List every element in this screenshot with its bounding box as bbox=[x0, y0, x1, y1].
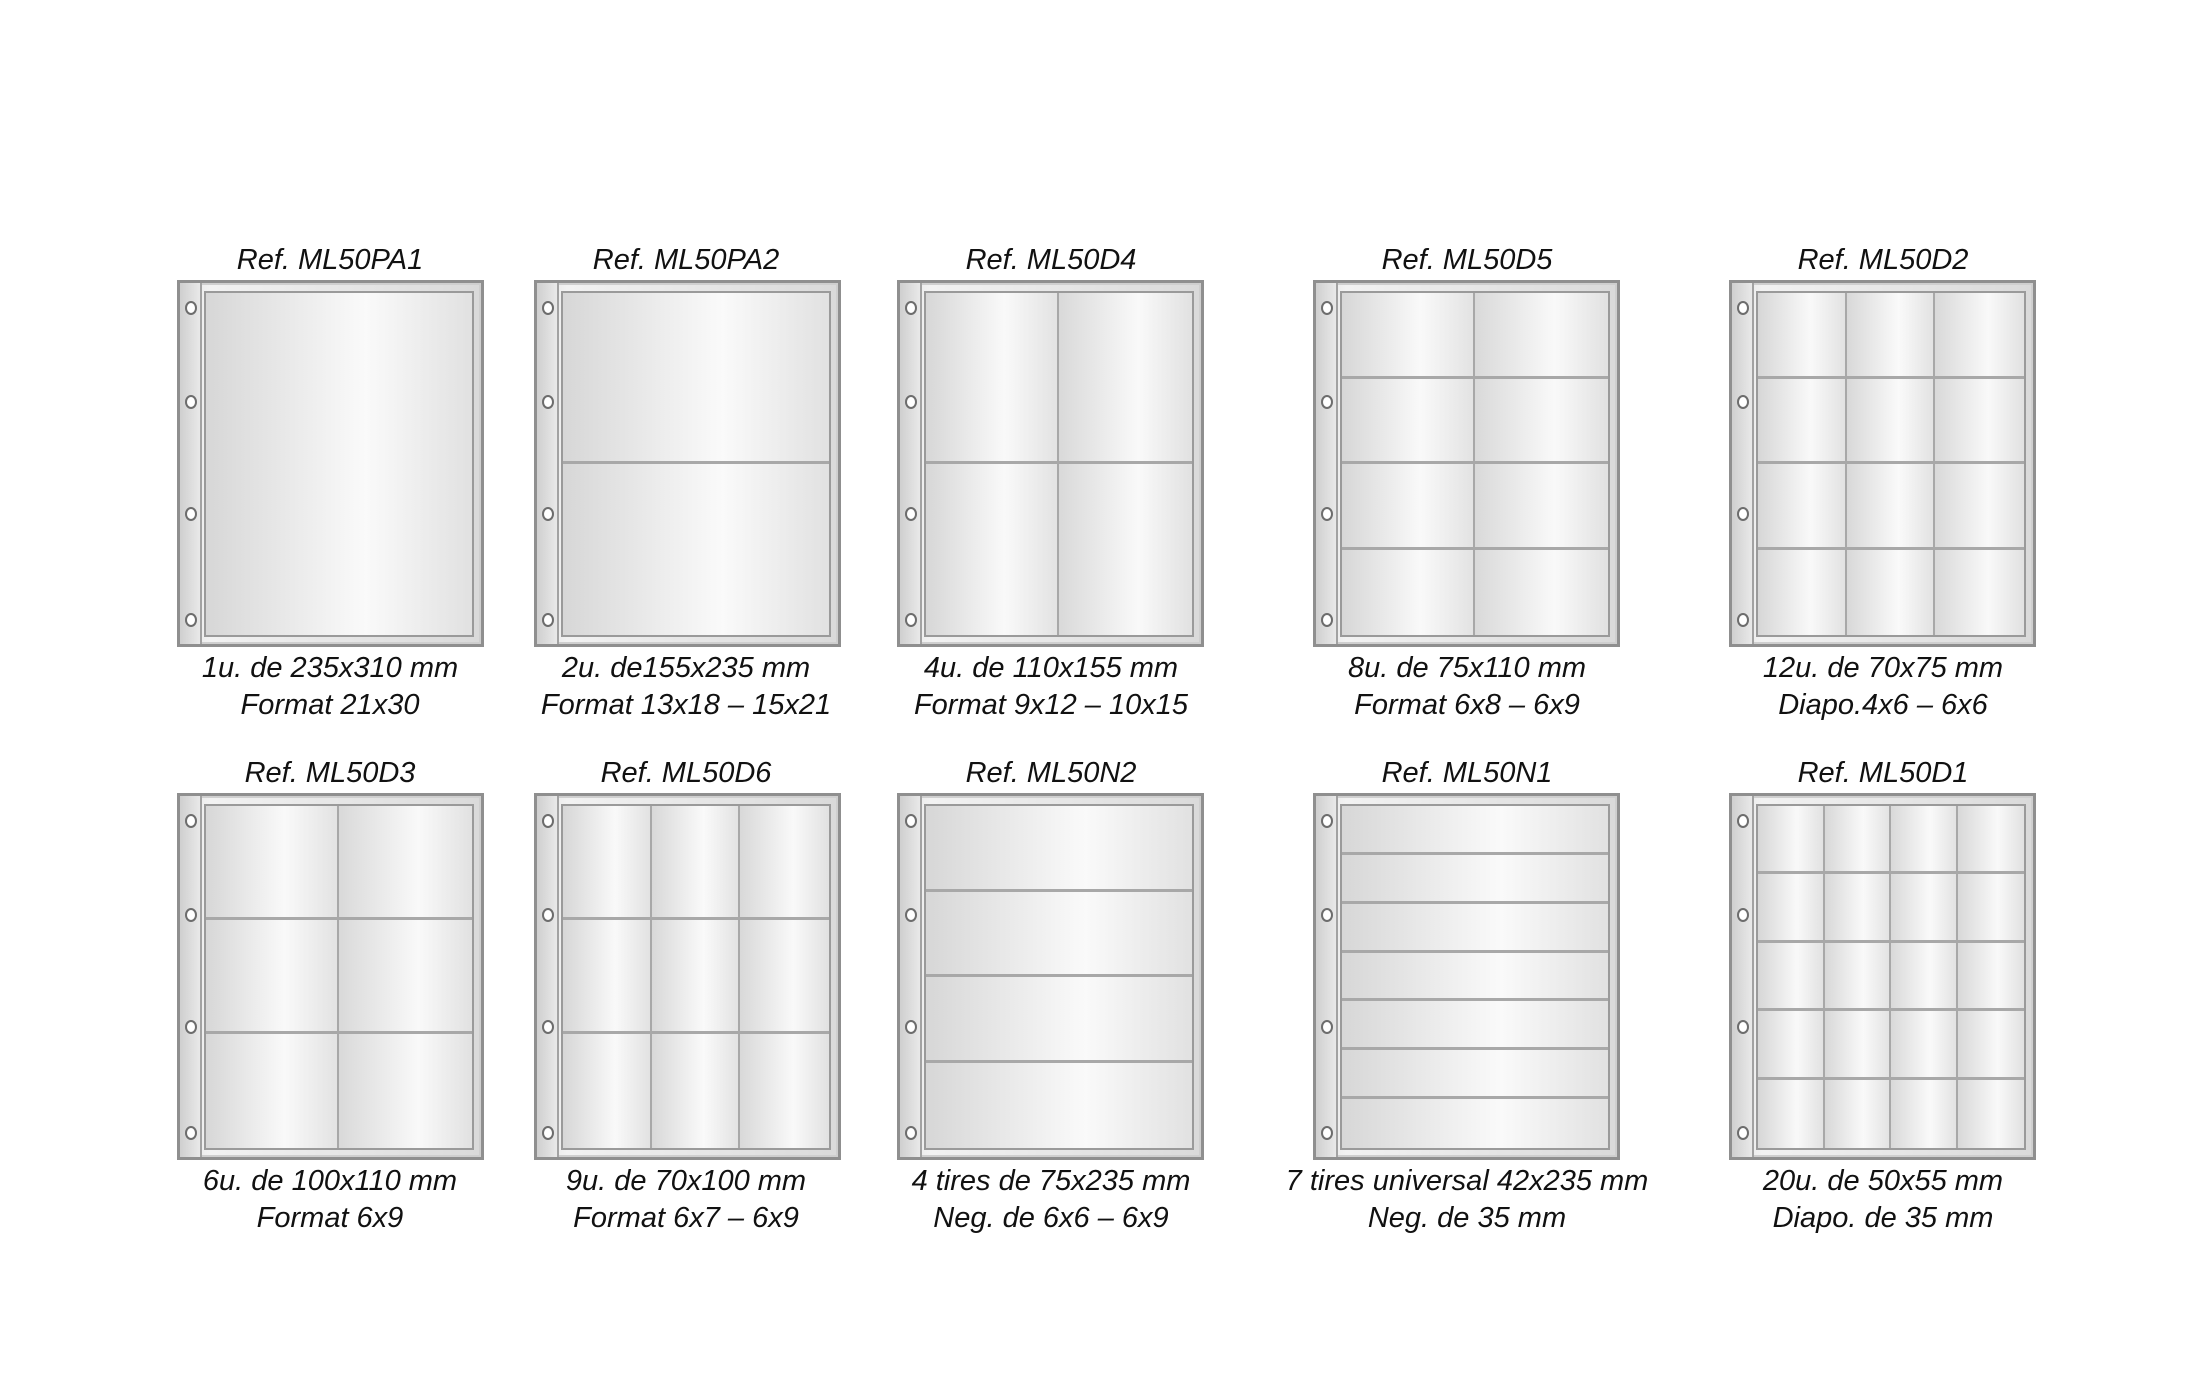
product-ml50d5 bbox=[1267, 242, 1667, 742]
binder-hole-icon bbox=[185, 1126, 197, 1140]
product-capacity: 7 tires universal 42x235 mm bbox=[1285, 1165, 1649, 1197]
album-sheet-image bbox=[1313, 793, 1620, 1160]
photo-pocket bbox=[1758, 379, 1847, 465]
product-ml50d6 bbox=[486, 755, 886, 1255]
photo-pocket bbox=[1935, 464, 2024, 550]
binder-hole-icon bbox=[905, 395, 917, 409]
photo-pocket bbox=[1342, 953, 1608, 1002]
product-format: Neg. de 6x6 – 6x9 bbox=[933, 1202, 1169, 1234]
product-ml50n1 bbox=[1267, 755, 1667, 1255]
product-ml50d1 bbox=[1683, 755, 2083, 1255]
binder-hole-icon bbox=[542, 1020, 554, 1034]
photo-pocket bbox=[1475, 379, 1608, 465]
photo-pocket bbox=[1935, 379, 2024, 465]
photo-pocket bbox=[1891, 806, 1958, 874]
photo-pocket bbox=[1891, 1011, 1958, 1079]
binder-hole-icon bbox=[542, 507, 554, 521]
pocket-grid bbox=[1340, 804, 1610, 1150]
photo-pocket bbox=[1825, 943, 1892, 1011]
binder-hole-icon bbox=[905, 507, 917, 521]
photo-pocket bbox=[740, 1034, 829, 1148]
binder-hole-icon bbox=[905, 1020, 917, 1034]
product-ref: Ref. ML50N2 bbox=[965, 757, 1137, 789]
album-sheet-image bbox=[1729, 793, 2036, 1160]
photo-pocket bbox=[1891, 943, 1958, 1011]
photo-pocket bbox=[926, 892, 1192, 978]
pocket-grid bbox=[924, 291, 1194, 637]
photo-pocket bbox=[1342, 855, 1608, 904]
binder-hole-icon bbox=[542, 908, 554, 922]
photo-pocket bbox=[1758, 943, 1825, 1011]
binder-hole-icon bbox=[185, 1020, 197, 1034]
binder-strip bbox=[1732, 796, 1754, 1157]
photo-pocket bbox=[1758, 464, 1847, 550]
product-ref: Ref. ML50D3 bbox=[244, 757, 416, 789]
pocket-grid bbox=[1340, 291, 1610, 637]
photo-pocket bbox=[563, 293, 829, 464]
binder-hole-icon bbox=[542, 301, 554, 315]
product-ml50d4 bbox=[851, 242, 1251, 742]
photo-pocket bbox=[926, 293, 1059, 464]
product-capacity: 1u. de 235x310 mm bbox=[201, 652, 459, 684]
binder-hole-icon bbox=[1737, 814, 1749, 828]
product-format: Format 21x30 bbox=[240, 689, 420, 721]
photo-pocket bbox=[1475, 550, 1608, 636]
pocket-grid bbox=[1756, 804, 2026, 1150]
binder-hole-icon bbox=[1737, 1126, 1749, 1140]
photo-pocket bbox=[1825, 1080, 1892, 1148]
album-sheet-image bbox=[1729, 280, 2036, 647]
album-sheet-image bbox=[177, 280, 484, 647]
binder-hole-icon bbox=[185, 613, 197, 627]
photo-pocket bbox=[1758, 1080, 1825, 1148]
binder-hole-icon bbox=[542, 395, 554, 409]
album-sheet-image bbox=[897, 280, 1204, 647]
photo-pocket bbox=[1847, 464, 1936, 550]
photo-pocket bbox=[206, 293, 472, 635]
photo-pocket bbox=[1825, 874, 1892, 942]
photo-pocket bbox=[1475, 293, 1608, 379]
photo-pocket bbox=[926, 464, 1059, 635]
product-format: Format 6x7 – 6x9 bbox=[573, 1202, 799, 1234]
pocket-grid bbox=[1756, 291, 2026, 637]
photo-pocket bbox=[1059, 293, 1192, 464]
product-ref: Ref. ML50D5 bbox=[1381, 244, 1553, 276]
binder-hole-icon bbox=[905, 814, 917, 828]
product-format: Neg. de 35 mm bbox=[1367, 1202, 1567, 1234]
binder-strip bbox=[900, 796, 922, 1157]
photo-pocket bbox=[926, 977, 1192, 1063]
product-ml50d3 bbox=[130, 755, 530, 1255]
binder-hole-icon bbox=[905, 613, 917, 627]
binder-hole-icon bbox=[542, 814, 554, 828]
photo-pocket bbox=[1935, 293, 2024, 379]
binder-hole-icon bbox=[1321, 1126, 1333, 1140]
binder-strip bbox=[1732, 283, 1754, 644]
binder-strip bbox=[900, 283, 922, 644]
product-capacity: 6u. de 100x110 mm bbox=[202, 1165, 458, 1197]
binder-hole-icon bbox=[1737, 301, 1749, 315]
photo-pocket bbox=[926, 806, 1192, 892]
photo-pocket bbox=[1758, 293, 1847, 379]
photo-pocket bbox=[1935, 550, 2024, 636]
binder-hole-icon bbox=[1737, 908, 1749, 922]
product-capacity: 2u. de155x235 mm bbox=[561, 652, 811, 684]
binder-hole-icon bbox=[185, 395, 197, 409]
pocket-grid bbox=[204, 804, 474, 1150]
photo-pocket bbox=[1847, 379, 1936, 465]
product-ref: Ref. ML50D6 bbox=[600, 757, 772, 789]
pocket-grid bbox=[924, 804, 1194, 1150]
photo-pocket bbox=[1342, 1099, 1608, 1148]
photo-pocket bbox=[1342, 904, 1608, 953]
photo-pocket bbox=[652, 920, 741, 1034]
binder-hole-icon bbox=[905, 1126, 917, 1140]
photo-pocket bbox=[1758, 550, 1847, 636]
album-sheet-image bbox=[1313, 280, 1620, 647]
product-format: Format 6x8 – 6x9 bbox=[1354, 689, 1580, 721]
product-ml50n2 bbox=[851, 755, 1251, 1255]
binder-hole-icon bbox=[905, 908, 917, 922]
photo-pocket bbox=[339, 920, 472, 1034]
binder-strip bbox=[537, 283, 559, 644]
binder-hole-icon bbox=[905, 301, 917, 315]
binder-hole-icon bbox=[1321, 613, 1333, 627]
photo-pocket bbox=[206, 1034, 339, 1148]
album-sheet-image bbox=[897, 793, 1204, 1160]
binder-hole-icon bbox=[185, 908, 197, 922]
photo-pocket bbox=[206, 806, 339, 920]
product-ref: Ref. ML50D2 bbox=[1797, 244, 1969, 276]
binder-strip bbox=[180, 283, 202, 644]
photo-pocket bbox=[1342, 379, 1475, 465]
product-ml50pa1 bbox=[130, 242, 530, 742]
binder-hole-icon bbox=[1321, 301, 1333, 315]
photo-pocket bbox=[1958, 1080, 2025, 1148]
pocket-grid bbox=[204, 291, 474, 637]
binder-hole-icon bbox=[1737, 395, 1749, 409]
photo-pocket bbox=[1758, 806, 1825, 874]
photo-pocket bbox=[1342, 293, 1475, 379]
binder-hole-icon bbox=[185, 814, 197, 828]
binder-hole-icon bbox=[1321, 395, 1333, 409]
binder-hole-icon bbox=[1321, 908, 1333, 922]
photo-pocket bbox=[1342, 1001, 1608, 1050]
photo-pocket bbox=[1958, 874, 2025, 942]
photo-pocket bbox=[1342, 464, 1475, 550]
binder-hole-icon bbox=[1737, 1020, 1749, 1034]
photo-pocket bbox=[1958, 806, 2025, 874]
product-capacity: 20u. de 50x55 mm bbox=[1762, 1165, 2004, 1197]
product-capacity: 8u. de 75x110 mm bbox=[1347, 652, 1587, 684]
binder-hole-icon bbox=[1321, 507, 1333, 521]
product-ref: Ref. ML50D4 bbox=[965, 244, 1137, 276]
photo-pocket bbox=[563, 920, 652, 1034]
photo-pocket bbox=[339, 806, 472, 920]
photo-pocket bbox=[1958, 943, 2025, 1011]
photo-pocket bbox=[339, 1034, 472, 1148]
product-format: Diapo.4x6 – 6x6 bbox=[1778, 689, 1988, 721]
product-capacity: 4 tires de 75x235 mm bbox=[911, 1165, 1191, 1197]
photo-pocket bbox=[740, 920, 829, 1034]
product-format: Diapo. de 35 mm bbox=[1772, 1202, 1994, 1234]
binder-hole-icon bbox=[1737, 507, 1749, 521]
photo-pocket bbox=[1825, 1011, 1892, 1079]
photo-pocket bbox=[1958, 1011, 2025, 1079]
photo-pocket bbox=[1342, 1050, 1608, 1099]
photo-pocket bbox=[1891, 874, 1958, 942]
photo-pocket bbox=[1342, 806, 1608, 855]
product-ml50pa2 bbox=[486, 242, 886, 742]
product-ref: Ref. ML50D1 bbox=[1797, 757, 1969, 789]
photo-pocket bbox=[1891, 1080, 1958, 1148]
binder-hole-icon bbox=[542, 1126, 554, 1140]
photo-pocket bbox=[1475, 464, 1608, 550]
binder-hole-icon bbox=[185, 507, 197, 521]
photo-pocket bbox=[926, 1063, 1192, 1149]
photo-pocket bbox=[1059, 464, 1192, 635]
product-capacity: 4u. de 110x155 mm bbox=[923, 652, 1179, 684]
product-format: Format 9x12 – 10x15 bbox=[913, 689, 1189, 721]
binder-hole-icon bbox=[542, 613, 554, 627]
binder-strip bbox=[1316, 796, 1338, 1157]
photo-pocket bbox=[1847, 550, 1936, 636]
photo-pocket bbox=[1847, 293, 1936, 379]
binder-hole-icon bbox=[1321, 814, 1333, 828]
binder-hole-icon bbox=[1321, 1020, 1333, 1034]
pocket-grid bbox=[561, 804, 831, 1150]
binder-hole-icon bbox=[185, 301, 197, 315]
product-ref: Ref. ML50PA2 bbox=[592, 244, 780, 276]
photo-pocket bbox=[740, 806, 829, 920]
album-sheet-image bbox=[534, 280, 841, 647]
album-sheet-image bbox=[177, 793, 484, 1160]
photo-pocket bbox=[206, 920, 339, 1034]
photo-pocket bbox=[563, 806, 652, 920]
photo-pocket bbox=[1342, 550, 1475, 636]
photo-pocket bbox=[563, 464, 829, 635]
product-format: Format 6x9 bbox=[256, 1202, 404, 1234]
product-ref: Ref. ML50PA1 bbox=[236, 244, 424, 276]
binder-hole-icon bbox=[1737, 613, 1749, 627]
binder-strip bbox=[180, 796, 202, 1157]
product-format: Format 13x18 – 15x21 bbox=[540, 689, 832, 721]
pocket-grid bbox=[561, 291, 831, 637]
photo-pocket bbox=[563, 1034, 652, 1148]
album-sheet-image bbox=[534, 793, 841, 1160]
photo-pocket bbox=[1758, 874, 1825, 942]
photo-pocket bbox=[1758, 1011, 1825, 1079]
product-capacity: 9u. de 70x100 mm bbox=[565, 1165, 807, 1197]
photo-pocket bbox=[652, 1034, 741, 1148]
product-capacity: 12u. de 70x75 mm bbox=[1762, 652, 2004, 684]
photo-pocket bbox=[1825, 806, 1892, 874]
product-ref: Ref. ML50N1 bbox=[1381, 757, 1553, 789]
product-ml50d2 bbox=[1683, 242, 2083, 742]
photo-pocket bbox=[652, 806, 741, 920]
binder-strip bbox=[1316, 283, 1338, 644]
binder-strip bbox=[537, 796, 559, 1157]
